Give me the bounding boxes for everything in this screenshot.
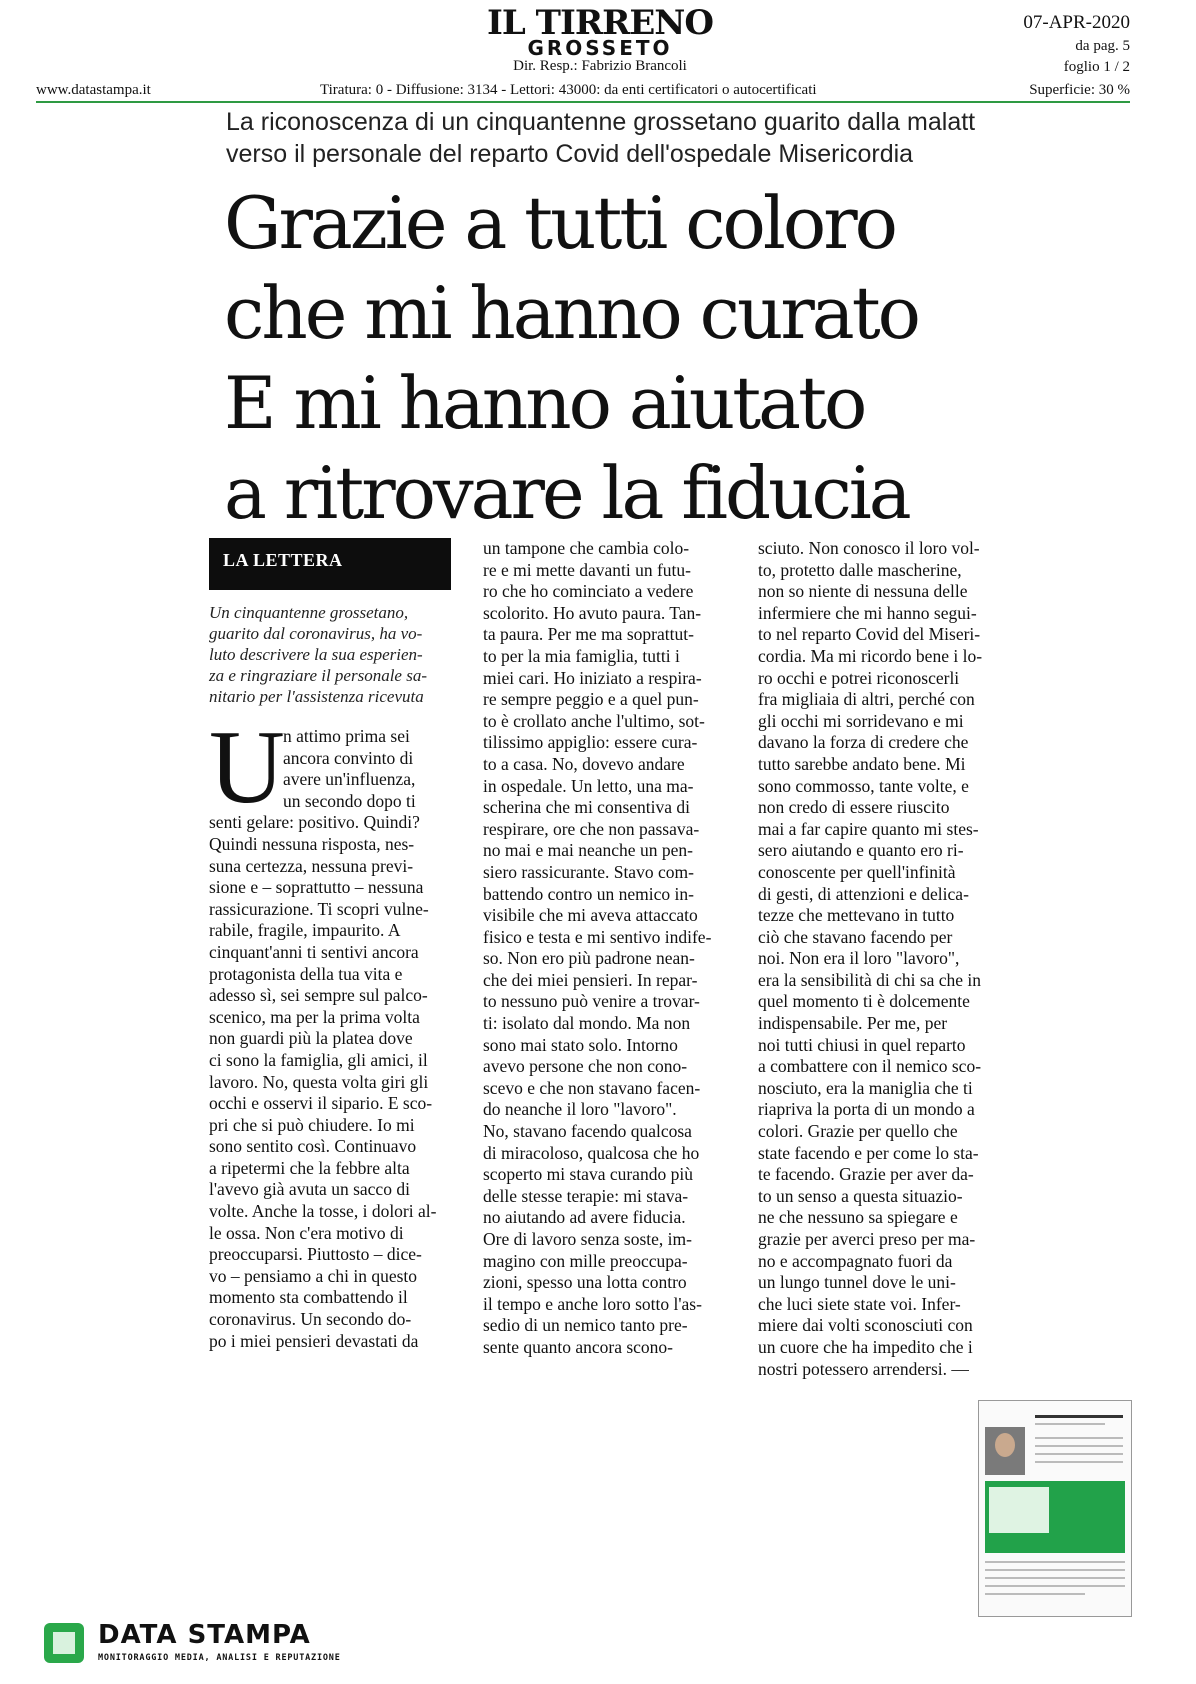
body-line: ti: isolato dal mondo. Ma non — [483, 1013, 691, 1034]
section-label-box — [209, 538, 451, 590]
headline-line: E mi hanno aiutato — [224, 361, 865, 445]
body-line: un lungo tunnel dove le uni- — [758, 1272, 956, 1293]
logo-subtitle: GROSSETO — [527, 36, 673, 60]
body-line: momento sta combattendo il — [209, 1287, 408, 1308]
body-line: te facendo. Grazie per aver da- — [758, 1164, 974, 1185]
drop-cap: U — [209, 708, 285, 825]
director-line: Dir. Resp.: Fabrizio Brancoli — [513, 58, 687, 74]
body-column-2 — [483, 538, 729, 1359]
body-line: quel momento ti è dolcemente — [758, 991, 970, 1012]
thumbnail-portrait-icon — [995, 1433, 1015, 1457]
body-line: scoperto mi stava curando più — [483, 1164, 693, 1185]
body-column-1 — [209, 726, 454, 1352]
page-reference: da pag. 5 — [1075, 38, 1130, 54]
body-line: battendo contro un nemico in- — [483, 883, 694, 904]
body-line: avere un'influenza, — [283, 769, 416, 790]
body-line: riapriva la porta di un mondo a — [758, 1099, 975, 1120]
body-line: magino con mille preoccupa- — [483, 1250, 688, 1271]
body-line: ne che nessuno sa spiegare e — [758, 1207, 958, 1228]
body-line: sono commosso, tante volte, e — [758, 775, 969, 796]
body-line: visibile che mi aveva attaccato — [483, 905, 698, 926]
body-line: di gesti, di attenzioni e delica- — [758, 883, 969, 904]
body-line: ci sono la famiglia, gli amici, il — [209, 1049, 428, 1070]
body-line: scevo e che non stavano facen- — [483, 1077, 701, 1098]
body-line: era la sensibilità di chi sa che in — [758, 969, 982, 990]
body-line: fisico e testa e mi sentivo indife- — [483, 926, 712, 947]
body-line: siero rassicurante. Stavo com- — [483, 861, 694, 882]
body-line: to è crollato anche l'ultimo, sot- — [483, 710, 705, 731]
body-line: suna certezza, nessuna previ- — [209, 855, 414, 876]
body-line: to nel reparto Covid del Miseri- — [758, 624, 981, 645]
body-line: re sempre peggio e a quel pun- — [483, 689, 699, 710]
body-line: in ospedale. Un letto, una ma- — [483, 775, 694, 796]
body-line: un cuore che ha impedito che i — [758, 1336, 973, 1357]
body-line: to nessuno può venire a trovar- — [483, 991, 700, 1012]
publication-date: 07-APR-2020 — [1023, 12, 1130, 33]
body-line: state facendo e per come lo sta- — [758, 1142, 979, 1163]
body-line: Ore di lavoro senza soste, im- — [483, 1229, 692, 1249]
section-label: LA LETTERA — [223, 550, 343, 570]
thumbnail-line — [985, 1577, 1125, 1579]
body-line: lavoro. No, questa volta giri gli — [209, 1071, 429, 1092]
body-line: che dei miei pensieri. In repar- — [483, 969, 698, 990]
body-line: avevo persone che non cono- — [483, 1056, 688, 1077]
body-line: do neanche il loro "lavoro". — [483, 1099, 677, 1120]
body-line: to un senso a questa situazio- — [758, 1185, 963, 1206]
body-line: Quindi nessuna risposta, nes- — [209, 833, 415, 854]
body-line: infermiere che mi hanno segui- — [758, 602, 977, 623]
body-line: senti gelare: positivo. Quindi? — [209, 812, 420, 833]
body-line: tutto sarebbe andato bene. Mi — [758, 753, 966, 774]
thumbnail-line — [985, 1593, 1085, 1595]
body-line: ta paura. Per me ma soprattut- — [483, 624, 694, 645]
intro-line: luto descrivere la sua esperien- — [209, 645, 423, 664]
body-line: un secondo dopo ti — [283, 790, 416, 811]
thumbnail-line — [985, 1585, 1125, 1587]
body-line: protagonista della tua vita e — [209, 963, 403, 984]
surface-info: Superficie: 30 % — [1029, 82, 1130, 98]
datastampa-logo-inner — [53, 1632, 75, 1654]
body-line: le ossa. Non c'era motivo di — [209, 1222, 404, 1243]
body-line: il tempo e anche loro sotto l'as- — [483, 1293, 702, 1314]
body-line: di miracoloso, qualcosa che ho — [483, 1142, 700, 1163]
thumbnail-line — [985, 1561, 1125, 1563]
body-line: che luci siete state voi. Infer- — [758, 1293, 961, 1314]
body-line: nosciuto, era la maniglia che ti — [758, 1077, 973, 1098]
body-line: scherina che mi consentiva di — [483, 797, 691, 818]
body-line: zioni, spesso una lotta contro — [483, 1272, 687, 1293]
body-line: sente quanto ancora scono- — [483, 1336, 673, 1357]
body-line: ro che ho cominciato a vedere — [483, 581, 694, 602]
body-line: preoccuparsi. Piuttosto – dice- — [209, 1244, 422, 1265]
thumbnail-headline-area — [989, 1487, 1049, 1533]
thumbnail-line — [1035, 1445, 1123, 1447]
thumbnail-line — [985, 1569, 1125, 1571]
article-intro — [209, 602, 451, 707]
footer-brand: DATA STAMPA — [98, 1620, 311, 1650]
body-line: grazie per averci preso per ma- — [758, 1229, 976, 1249]
body-line: gli occhi mi sorridevano e mi — [758, 710, 964, 731]
body-line: non credo di essere riuscito — [758, 797, 950, 818]
body-line: non guardi più la platea dove — [209, 1028, 413, 1049]
body-line: un tampone che cambia colo- — [483, 538, 690, 558]
body-line: No, stavano facendo qualcosa — [483, 1121, 692, 1142]
body-line: colori. Grazie per quello che — [758, 1121, 958, 1142]
body-line: no mai e mai neanche un pen- — [483, 840, 693, 861]
logo-title: IL TIRRENO — [487, 3, 713, 43]
body-line: noi tutti chiusi in quel reparto — [758, 1034, 966, 1055]
body-line: respirare, ore che non passava- — [483, 818, 700, 839]
body-line: rabile, fragile, impaurito. A — [209, 920, 401, 941]
body-line: vo – pensiamo a chi in questo — [209, 1265, 418, 1286]
body-line: tilissimo appiglio: essere cura- — [483, 732, 698, 753]
headline-line: a ritrovare la fiducia — [224, 451, 909, 535]
header-divider — [36, 101, 1130, 103]
body-line: sono sentito così. Continuavo — [209, 1136, 417, 1157]
body-line: miei cari. Ho iniziato a respira- — [483, 667, 702, 688]
body-line: scenico, ma per la prima volta — [209, 1006, 420, 1027]
footer-tagline: MONITORAGGIO MEDIA, ANALISI E REPUTAZIONE — [98, 1653, 341, 1663]
body-line: scolorito. Ho avuto paura. Tan- — [483, 602, 702, 623]
body-line: tezze che mettevano in tutto — [758, 905, 955, 926]
body-line: pri che si può chiudere. Io mi — [209, 1114, 415, 1135]
article-kicker — [226, 106, 1026, 170]
body-line: indispensabile. Per me, per — [758, 1013, 948, 1034]
body-line: so. Non ero più padrone nean- — [483, 948, 695, 969]
thumbnail-line — [1035, 1453, 1123, 1455]
kicker-line: La riconoscenza di un cinquantenne grossetano guarito dalla malatt — [226, 108, 976, 136]
website-link[interactable]: www.datastampa.it — [36, 82, 151, 98]
body-line: nostri potessero arrendersi. — — [758, 1358, 969, 1379]
body-line: n attimo prima sei — [283, 726, 410, 746]
body-line: miere dai volti sconosciuti con — [758, 1315, 973, 1336]
body-line: adesso sì, sei sempre sul palco- — [209, 985, 428, 1006]
thumbnail-line — [1035, 1423, 1105, 1425]
body-line: po i miei pensieri devastati da — [209, 1330, 419, 1351]
body-line: sedio di un nemico tanto pre- — [483, 1315, 688, 1336]
body-line: to, protetto dalle mascherine, — [758, 559, 962, 580]
thumbnail-line — [1035, 1461, 1123, 1463]
body-line: sciuto. Non conosco il loro vol- — [758, 538, 980, 558]
body-column-3 — [758, 538, 1002, 1380]
page-thumbnail — [978, 1400, 1132, 1617]
body-line: ancora convinto di — [283, 747, 414, 768]
body-line: mai a far capire quanto mi stes- — [758, 818, 979, 839]
body-line: ro occhi e potrei riconoscerli — [758, 667, 960, 688]
body-line: non so niente di nessuna delle — [758, 581, 968, 602]
body-line: delle stesse terapie: mi stava- — [483, 1185, 689, 1206]
intro-line: za e ringraziare il personale sa- — [209, 666, 428, 685]
body-line: a ripetermi che la febbre alta — [209, 1157, 410, 1178]
circulation-info: Tiratura: 0 - Diffusione: 3134 - Lettori: 43000: da enti certificatori o autocertificati — [320, 82, 817, 98]
body-line: a combattere con il nemico sco- — [758, 1056, 982, 1077]
body-line: re e mi mette davanti un futu- — [483, 559, 691, 580]
body-line: to a casa. No, dovevo andare — [483, 753, 685, 774]
body-line: conoscente per quell'infinità — [758, 861, 956, 882]
datastampa-logo-icon — [44, 1623, 84, 1663]
sheet-number: foglio 1 / 2 — [1063, 59, 1130, 75]
intro-line: guarito dal coronavirus, ha vo- — [209, 624, 423, 643]
body-line: no aiutando ad avere fiducia. — [483, 1207, 686, 1228]
thumbnail-heading — [1035, 1415, 1123, 1418]
intro-line: nitario per l'assistenza ricevuta — [209, 687, 424, 706]
thumbnail-line — [1035, 1437, 1123, 1439]
headline-line: che mi hanno curato — [224, 271, 918, 355]
body-line: cinquant'anni ti sentivi ancora — [209, 941, 419, 962]
article-headline — [224, 178, 1004, 538]
body-line: coronavirus. Un secondo do- — [209, 1309, 412, 1330]
body-line: sero aiutando e quanto ero ri- — [758, 840, 964, 861]
body-line: occhi e osservi il sipario. E sco- — [209, 1093, 433, 1114]
body-line: no e accompagnato fuori da — [758, 1250, 953, 1271]
body-line: fra migliaia di altri, perché con — [758, 689, 975, 710]
body-line: sione e – soprattutto – nessuna — [209, 877, 424, 898]
kicker-line: verso il personale del reparto Covid dell'ospedale Misericordia — [226, 140, 914, 168]
masthead — [0, 0, 1196, 105]
newspaper-logo — [400, 4, 800, 58]
body-line: ciò che stavano facendo per — [758, 926, 953, 947]
body-line: davano la forza di credere che — [758, 732, 969, 753]
body-line: to per la mia famiglia, tutti i — [483, 645, 680, 666]
body-line: volte. Anche la tosse, i dolori al- — [209, 1201, 437, 1222]
body-line: sono mai stato solo. Intorno — [483, 1034, 678, 1055]
body-line: noi. Non era il loro "lavoro", — [758, 948, 960, 969]
body-line: cordia. Ma mi ricordo bene i lo- — [758, 645, 983, 666]
intro-line: Un cinquantenne grossetano, — [209, 603, 409, 622]
body-line: l'avevo già avuta un sacco di — [209, 1179, 410, 1200]
headline-line: Grazie a tutti coloro — [224, 181, 896, 265]
body-line: rassicurazione. Ti scopri vulne- — [209, 898, 429, 919]
